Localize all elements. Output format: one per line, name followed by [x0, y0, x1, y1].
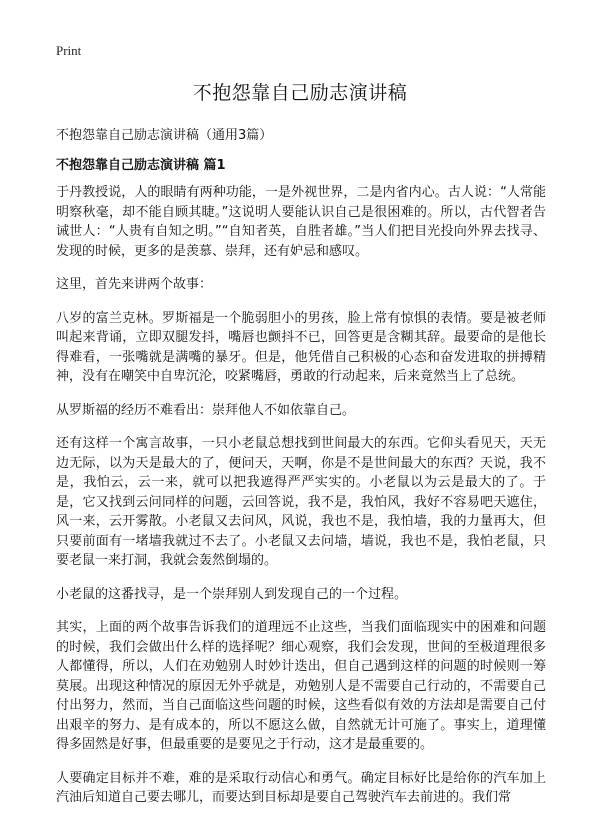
paragraph-roosevelt: 八岁的富兰克林。罗斯福是一个脆弱胆小的男孩，脸上常有惊惧的表情。要是被老师叫起来背诵，立即双腿发抖，嘴唇也颤抖不已，回答更是含糊其辞。最要命的是他长得难看，一张嘴就是满嘴的暴牙。但是，他凭借自己积极的心态和奋发进取的拼搏精神，没有在嘲笑中自卑沉沦，咬紧嘴唇，勇敢的行动起来，后来竟然当上了总统。: [56, 310, 546, 384]
paragraph-goals: 人要确定目标并不难，难的是采取行动信心和勇气。确定目标好比是给你的汽车加上汽油后知道自己要去哪儿，而要达到目标却是要自己驾驶汽车去前进的。我们常: [56, 770, 546, 805]
paragraph-action: 其实，上面的两个故事告诉我们的道理远不止这些，当我们面临现实中的困难和问题的时候，我们会做出什么样的选择呢？细心观察，我们会发现，世间的至极道理很多人都懂得，所以，人们在劝勉别人时妙计迭出，但自己遇到这样的问题的时候则一筹莫展。出现这种情况的原因无外乎就是，劝勉别人是不需要自己行动的，不需要自己付出努力，然而，当自己面临这些问题的时候，这些看似有效的方法却是需要自己付出艰辛的努力、是有成本的，所以不愿这么做，自然就无计可施了。事实上，道理懂得多固然是好事，但最重要的是要见之于行动，这才是最重要的。: [56, 620, 546, 752]
paragraph-stories-lead: 这里，首先来讲两个故事：: [56, 277, 213, 292]
paragraph-mouse-fable: 还有这样一个寓言故事，一只小老鼠总想找到世间最大的东西。它仰头看见天，天无边无际，以为天是最大的了，便问天，天啊，你是不是世间最大的东西？天说，我不是，我怕云，云一来，就可以把我遮得严严实实的。小老鼠以为云是最大的了。于是，它又找到云问同样的问题，云回答说，我不是，我怕风，我好不容易吧天遮住，风一来，云开雾散。小老鼠又去问风，风说，我也不是，我怕墙，我的力量再大，但只要前面有一堵墙我就过不去了。小老鼠又去问墙，墙说，我也不是，我怕老鼠，只要老鼠一来打洞，我就会轰然倒塌的。: [56, 436, 546, 568]
section-heading: 不抱怨靠自己励志演讲稿 篇1: [56, 158, 226, 173]
body-text: [56, 183, 546, 822]
paragraph-mouse-lesson: 小老鼠的这番找寻，是一个崇拜别人到发现自己的一个过程。: [56, 586, 408, 602]
print-label: Print: [56, 43, 82, 58]
paragraph-roosevelt-lesson: 从罗斯福的经历不难看出：崇拜他人不如依靠自己。: [56, 402, 356, 418]
page-title: 不抱怨靠自己励志演讲稿: [192, 82, 408, 104]
paragraph-intro: 于丹教授说，人的眼睛有两种功能，一是外视世界，二是内省内心。古人说：“人常能明察秋毫，却不能自顾其睫。”这说明人要能认识自己是很困难的。所以，古代智者告诫世人：“人贵有自知之明。”“自知者英，自胜者雄。”当人们把目光投向外界去找寻、发现的时候，更多的是羡慕、崇拜，还有妒忌和感叹。: [56, 185, 546, 259]
document-subtitle: 不抱怨靠自己励志演讲稿（通用3篇）: [56, 128, 273, 143]
